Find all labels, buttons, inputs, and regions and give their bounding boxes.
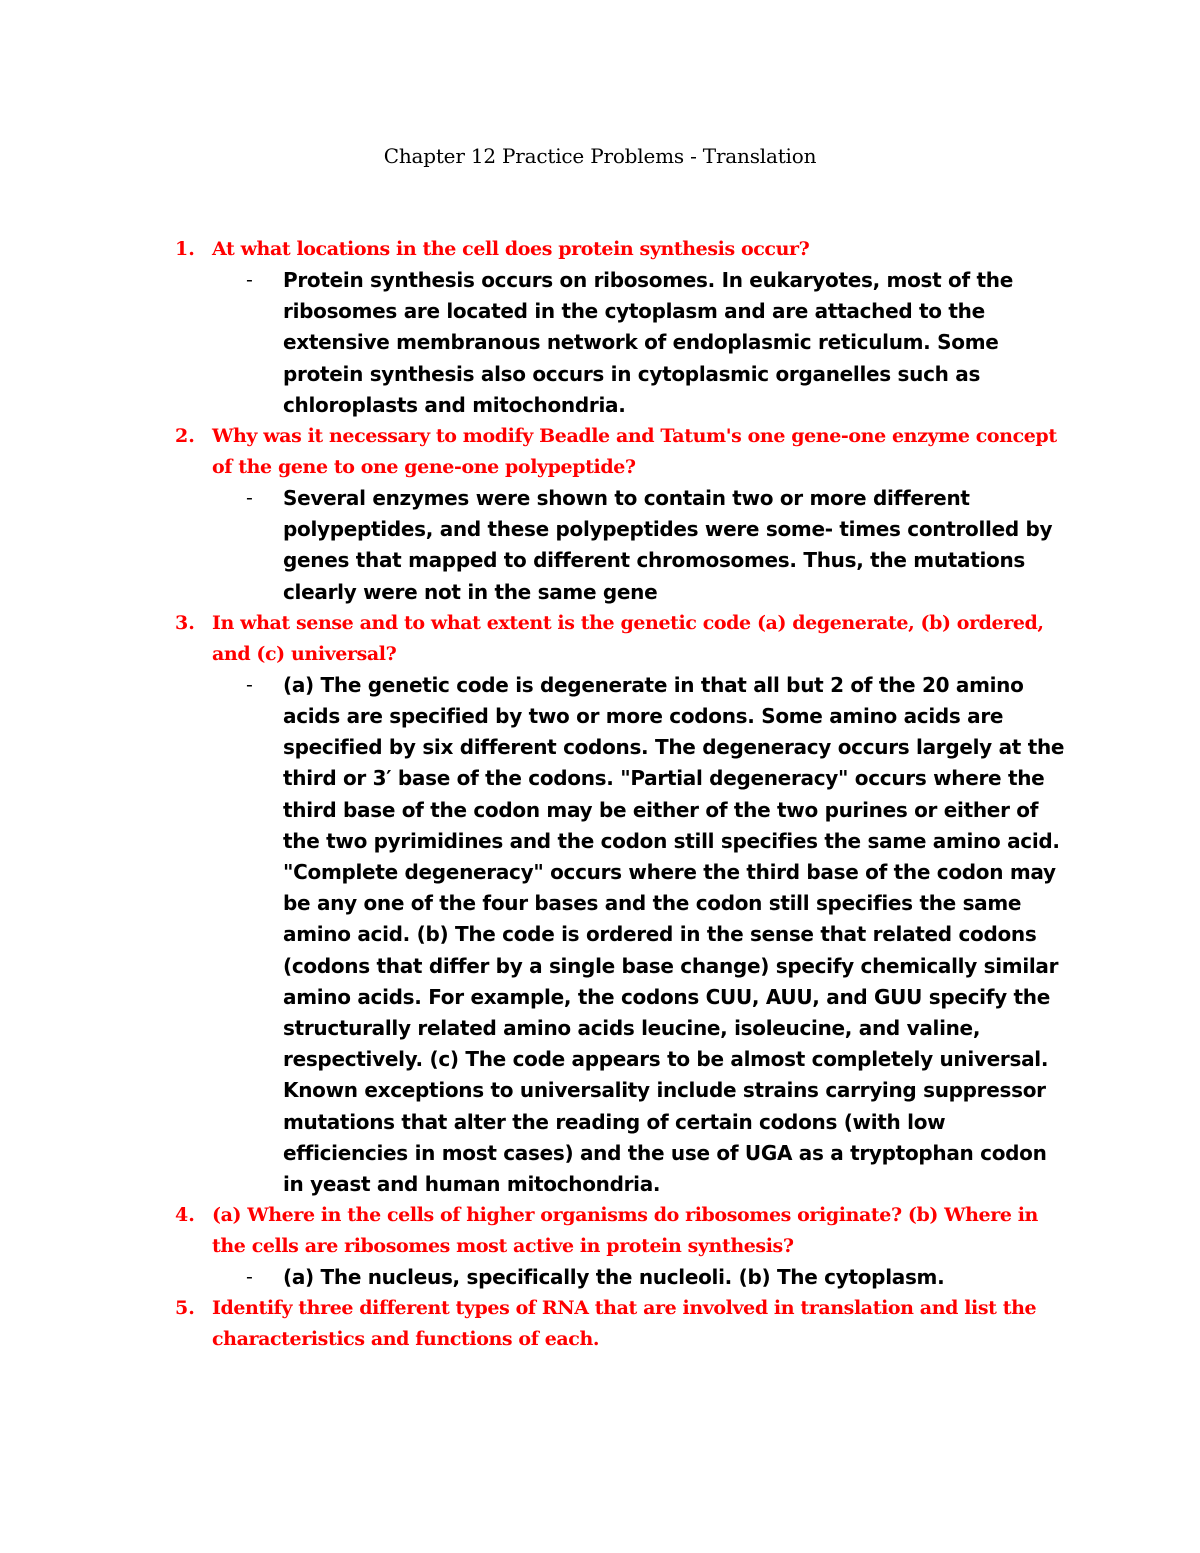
dash-bullet: - xyxy=(246,673,253,696)
answer-text: Protein synthesis occurs on ribosomes. In eukaryotes, most of the ribosomes are located in the cytoplasm and are attached to the extensive membranous network of endoplasmic reticulum. Some protein synthesis also occurs in cytoplasmic organelles such as chloroplasts and mitochondria. xyxy=(283,268,1014,417)
question-text: (a) Where in the cells of higher organisms do ribosomes originate? (b) Where in the cells are ribosomes most active in protein synthesis? xyxy=(212,1204,1038,1258)
answer-block xyxy=(0,1262,1200,1293)
question-text: Identify three different types of RNA that are involved in translation and list the characteristics and functions of each. xyxy=(212,1297,1037,1351)
question-text: At what locations in the cell does protein synthesis occur? xyxy=(212,238,810,260)
answer-block xyxy=(0,670,1200,1200)
question-number: 4. xyxy=(175,1204,195,1227)
list-item xyxy=(0,234,1200,421)
answer-text: (a) The genetic code is degenerate in that all but 2 of the 20 amino acids are specified by two or more codons. Some amino acids are specified by six different codons. The degeneracy occurs largely at the third or 3′ base of the codons. "Partial degeneracy" occurs where the third base of the codon may be either of the two purines or either of the two pyrimidines and the codon still specifies the same amino acid. "Complete degeneracy" occurs where the third base of the codon may be any one of the four bases and the codon still specifies the same amino acid. (b) The code is ordered in the sense that related codons (codons that differ by a single base change) specify chemically similar amino acids. For example, the codons CUU, AUU, and GUU specify the structurally related amino acids leucine, isoleucine, and valine, respectively. (c) The code appears to be almost completely universal. Known exceptions to universality include strains carrying suppressor mutations that alter the reading of certain codons (with low efficiencies in most cases) and the use of UGA as a tryptophan codon in yeast and human mitochondria. xyxy=(283,672,1065,1197)
list-item xyxy=(0,608,1200,1200)
dash-bullet: - xyxy=(246,269,253,291)
dash-bullet: - xyxy=(246,487,253,510)
question-number: 2. xyxy=(175,425,195,448)
list-item xyxy=(0,421,1200,608)
dash-bullet: - xyxy=(246,1266,253,1289)
answer-text: Several enzymes were shown to contain two or more different polypeptides, and these polypeptides were some- times controlled by genes that mapped to different chromosomes. Thus, the mutations clearly were not in the same gene xyxy=(283,486,1053,604)
question-text: In what sense and to what extent is the genetic code (a) degenerate, (b) ordered, and (c) universal? xyxy=(212,611,1044,665)
question-number: 5. xyxy=(175,1297,195,1320)
page-title: Chapter 12 Practice Problems - Translation xyxy=(383,144,817,168)
list-item xyxy=(0,1293,1200,1355)
answer-block xyxy=(0,265,1200,421)
question-number: 1. xyxy=(175,238,195,260)
list-item xyxy=(0,1200,1200,1293)
question-text: Why was it necessary to modify Beadle and Tatum's one gene-one enzyme concept of the gene to one gene-one polypeptide? xyxy=(212,425,1057,479)
answer-text: (a) The nucleus, specifically the nucleoli. (b) The cytoplasm. xyxy=(283,1265,945,1290)
answer-block xyxy=(0,483,1200,608)
question-list xyxy=(0,234,1200,1355)
question-number: 3. xyxy=(175,611,195,634)
